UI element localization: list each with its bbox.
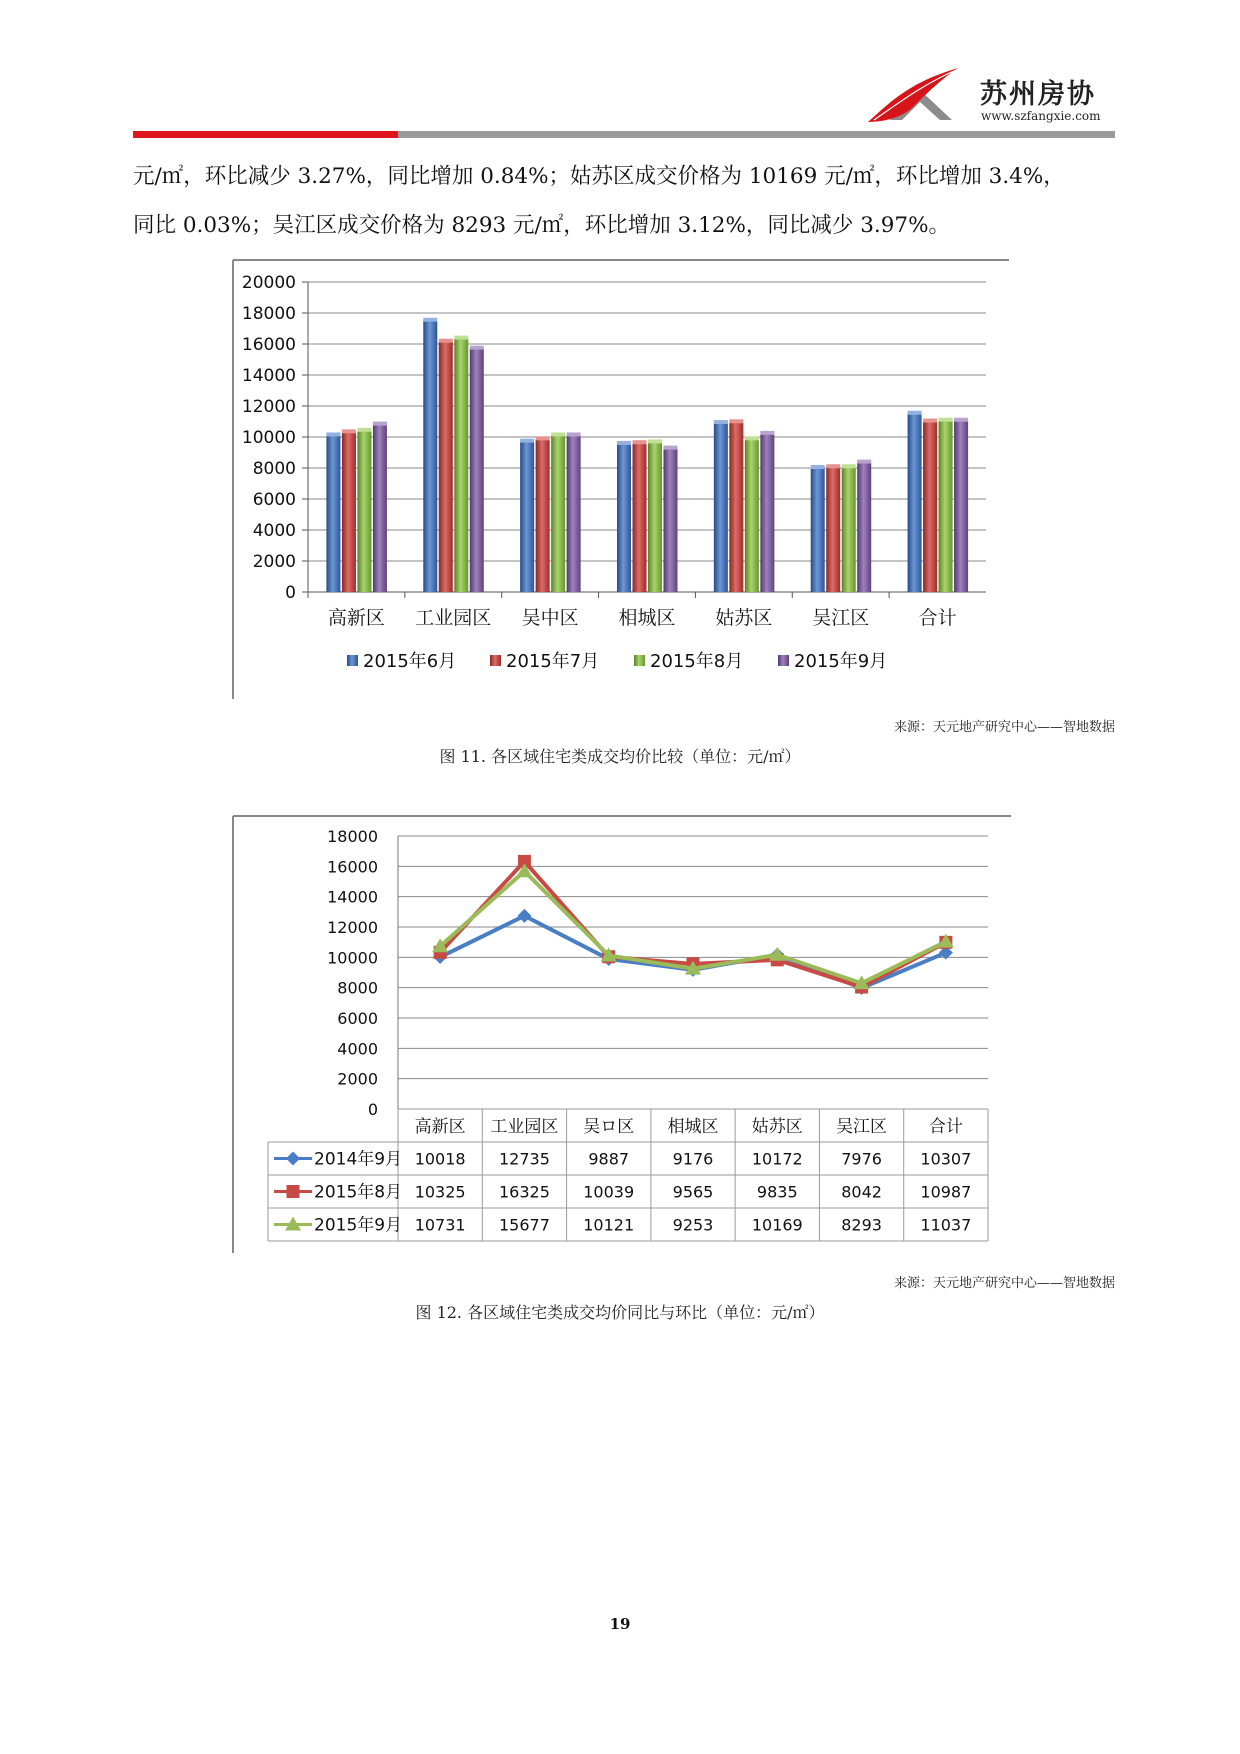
- chart1-category-label: 吴中区: [521, 607, 579, 629]
- chart1-bar: [745, 439, 759, 592]
- chart1-bar: [439, 342, 453, 592]
- chart1-category-label: 高新区: [327, 607, 385, 629]
- table-series-label: 2015年8月: [314, 1182, 403, 1203]
- chart1-bar: [520, 442, 534, 592]
- table-category-label: 相城区: [667, 1117, 719, 1137]
- line-marker-diamond: [286, 1152, 300, 1166]
- brand-name: 苏州房协: [980, 79, 1096, 110]
- chart1-bar: [954, 421, 968, 592]
- line-marker-diamond: [517, 909, 531, 923]
- chart1-y-tick-label: 14000: [241, 366, 296, 386]
- table-value-cell: 10039: [583, 1182, 635, 1202]
- chart2-y-tick-label: 14000: [327, 887, 378, 907]
- chart1-bar-cap: [633, 440, 647, 444]
- table-value-cell: 10987: [920, 1182, 972, 1202]
- chart1-bar: [939, 421, 953, 592]
- table-value-cell: 15677: [498, 1215, 550, 1235]
- chart2-y-tick-label: 16000: [327, 857, 378, 877]
- chart1-bar-cap: [826, 464, 840, 468]
- table-value-cell: 10307: [920, 1149, 972, 1169]
- chart1-bar-cap: [423, 318, 437, 322]
- chart1-y-tick-label: 12000: [241, 397, 296, 417]
- chart1-legend-label: 2015年9月: [794, 651, 888, 672]
- chart1-y-tick-label: 4000: [252, 521, 296, 541]
- table-value-cell: 11037: [920, 1215, 972, 1235]
- table-series-label: 2014年9月: [314, 1149, 403, 1170]
- chart1-bar-cap: [714, 420, 728, 424]
- table-value-cell: 9253: [672, 1215, 714, 1235]
- table-value-cell: 8042: [841, 1182, 882, 1202]
- chart1-bar-cap: [357, 428, 371, 432]
- chart1-legend-swatch: [778, 655, 789, 666]
- page-number: 19: [609, 1615, 631, 1633]
- chart1-bar-cap: [745, 436, 759, 440]
- chart1-bar: [567, 435, 581, 592]
- table-value-cell: 10731: [414, 1215, 466, 1235]
- chart2-y-tick-label: 6000: [337, 1009, 378, 1028]
- chart1-y-tick-label: 6000: [252, 490, 296, 510]
- chart1-bar: [617, 444, 631, 592]
- table-value-cell: 10018: [414, 1149, 466, 1169]
- line-chart: [232, 815, 1012, 1255]
- header-rule-red: [133, 131, 398, 138]
- chart1-category-label: 合计: [918, 607, 957, 629]
- table-category-label: 合计: [928, 1117, 963, 1137]
- table-category-label: 姑苏区: [751, 1117, 803, 1137]
- chart1-legend-label: 2015年6月: [363, 651, 457, 672]
- table-series-label: 2015年9月: [314, 1215, 403, 1236]
- chart2-y-tick-label: 8000: [337, 978, 378, 998]
- chart1-y-tick-label: 16000: [241, 335, 296, 355]
- chart1-bar-cap: [664, 446, 678, 450]
- chart1-bar-cap: [811, 465, 825, 469]
- chart1-legend-swatch: [347, 655, 358, 666]
- chart1-bar-cap: [567, 432, 581, 436]
- chart1-bar: [714, 423, 728, 592]
- chart1-bar-cap: [536, 436, 550, 440]
- chart1-bar: [664, 449, 678, 592]
- figure12-caption: 图 12. 各区域住宅类成交均价同比与环比（单位：元/㎡）: [415, 1303, 825, 1322]
- table-value-cell: 7976: [841, 1149, 882, 1169]
- chart1-bar: [826, 467, 840, 592]
- table-value-cell: 12735: [498, 1149, 550, 1169]
- chart1-bar: [551, 435, 565, 592]
- table-value-cell: 9176: [672, 1149, 714, 1169]
- chart1-bar-cap: [520, 439, 534, 443]
- table-value-cell: 10169: [751, 1215, 803, 1235]
- chart1-bar: [536, 439, 550, 592]
- chart2-y-tick-label: 10000: [327, 948, 378, 968]
- chart2-y-tick-label: 0: [367, 1100, 378, 1119]
- chart1-bar-cap: [939, 418, 953, 422]
- chart1-bar: [423, 321, 437, 592]
- table-value-cell: 9835: [756, 1182, 798, 1202]
- chart1-bar-cap: [470, 346, 484, 350]
- chart1-legend-swatch: [634, 655, 645, 666]
- header-rule-gray: [398, 131, 1115, 138]
- chart1-bar-cap: [729, 419, 743, 423]
- chart1-bar: [470, 349, 484, 592]
- table-category-label: 工业园区: [490, 1117, 559, 1137]
- chart1-bar: [729, 422, 743, 592]
- brand-url: www.szfangxie.com: [981, 109, 1101, 123]
- chart1-category-label: 相城区: [618, 607, 676, 629]
- chart1-bar: [760, 434, 774, 592]
- table-category-label: 吴江区: [836, 1117, 888, 1137]
- figure11-caption: 图 11. 各区域住宅类成交均价比较（单位：元/㎡）: [439, 747, 801, 766]
- chart2-y-tick-label: 4000: [337, 1039, 378, 1059]
- chart1-bar-cap: [908, 411, 922, 415]
- table-category-label: 高新区: [414, 1117, 466, 1137]
- chart1-y-tick-label: 18000: [241, 304, 296, 324]
- chart1-bar-cap: [551, 432, 565, 436]
- chart1-y-tick-label: 8000: [252, 459, 296, 479]
- chart1-bar: [923, 422, 937, 593]
- table-value-cell: 9887: [588, 1149, 630, 1169]
- table-value-cell: 16325: [498, 1182, 550, 1202]
- paragraph-line-2: 同比 0.03%；吴江区成交价格为 8293 元/㎡，环比增加 3.12%，同比减少 3.97%。: [133, 213, 951, 238]
- chart1-bar-cap: [439, 339, 453, 343]
- chart1-bar-cap: [454, 336, 468, 340]
- chart1-legend-label: 2015年8月: [650, 651, 744, 672]
- chart1-bar: [648, 442, 662, 592]
- line-marker-square: [287, 1185, 300, 1198]
- table-category-label: 吴ロ区: [583, 1117, 635, 1137]
- chart1-bar: [811, 468, 825, 592]
- chart1-category-label: 工业园区: [415, 607, 492, 629]
- chart1-bar: [326, 435, 340, 592]
- chart1-bar: [342, 432, 356, 592]
- chart1-bar: [857, 463, 871, 592]
- chart2-y-tick-label: 2000: [337, 1069, 378, 1089]
- chart1-y-tick-label: 10000: [241, 428, 296, 448]
- paragraph-line-1: 元/㎡，环比减少 3.27%，同比增加 0.84%；姑苏区成交价格为 10169 元/㎡，环比增加 3.4%，: [133, 164, 1065, 189]
- chart1-category-label: 姑苏区: [715, 607, 773, 629]
- chart1-bar-cap: [857, 460, 871, 464]
- table-value-cell: 10172: [751, 1149, 803, 1169]
- chart1-bar-cap: [923, 419, 937, 423]
- chart1-bar-cap: [326, 432, 340, 436]
- chart1-bar-cap: [954, 418, 968, 422]
- chart1-legend-label: 2015年7月: [506, 651, 600, 672]
- table-value-cell: 10325: [414, 1182, 466, 1202]
- chart1-bar: [842, 467, 856, 592]
- chart1-y-tick-label: 20000: [241, 273, 296, 293]
- chart1-y-tick-label: 0: [285, 583, 296, 603]
- figure12-source: 来源：天元地产研究中心——智地数据: [893, 1276, 1115, 1291]
- chart1-bar-cap: [342, 429, 356, 433]
- chart1-bar: [357, 431, 371, 592]
- table-value-cell: 10121: [583, 1215, 635, 1235]
- chart1-bar-cap: [373, 422, 387, 426]
- chart1-bar: [373, 425, 387, 592]
- bar-chart: [232, 259, 1010, 699]
- chart1-bar: [633, 443, 647, 592]
- figure11-source: 来源：天元地产研究中心——智地数据: [893, 720, 1115, 735]
- chart2-y-tick-label: 12000: [327, 918, 378, 937]
- chart1-category-label: 吴江区: [812, 607, 870, 629]
- chart1-legend-swatch: [490, 655, 501, 666]
- chart1-bar: [454, 339, 468, 592]
- chart1-bar: [908, 414, 922, 592]
- chart1-bar-cap: [842, 464, 856, 468]
- chart1-bar-cap: [648, 439, 662, 443]
- chart1-y-tick-label: 2000: [252, 552, 296, 572]
- chart2-y-tick-label: 18000: [327, 827, 378, 846]
- chart1-bar-cap: [760, 431, 774, 435]
- chart1-bar-cap: [617, 441, 631, 445]
- table-value-cell: 8293: [841, 1215, 882, 1235]
- table-value-cell: 9565: [672, 1182, 714, 1202]
